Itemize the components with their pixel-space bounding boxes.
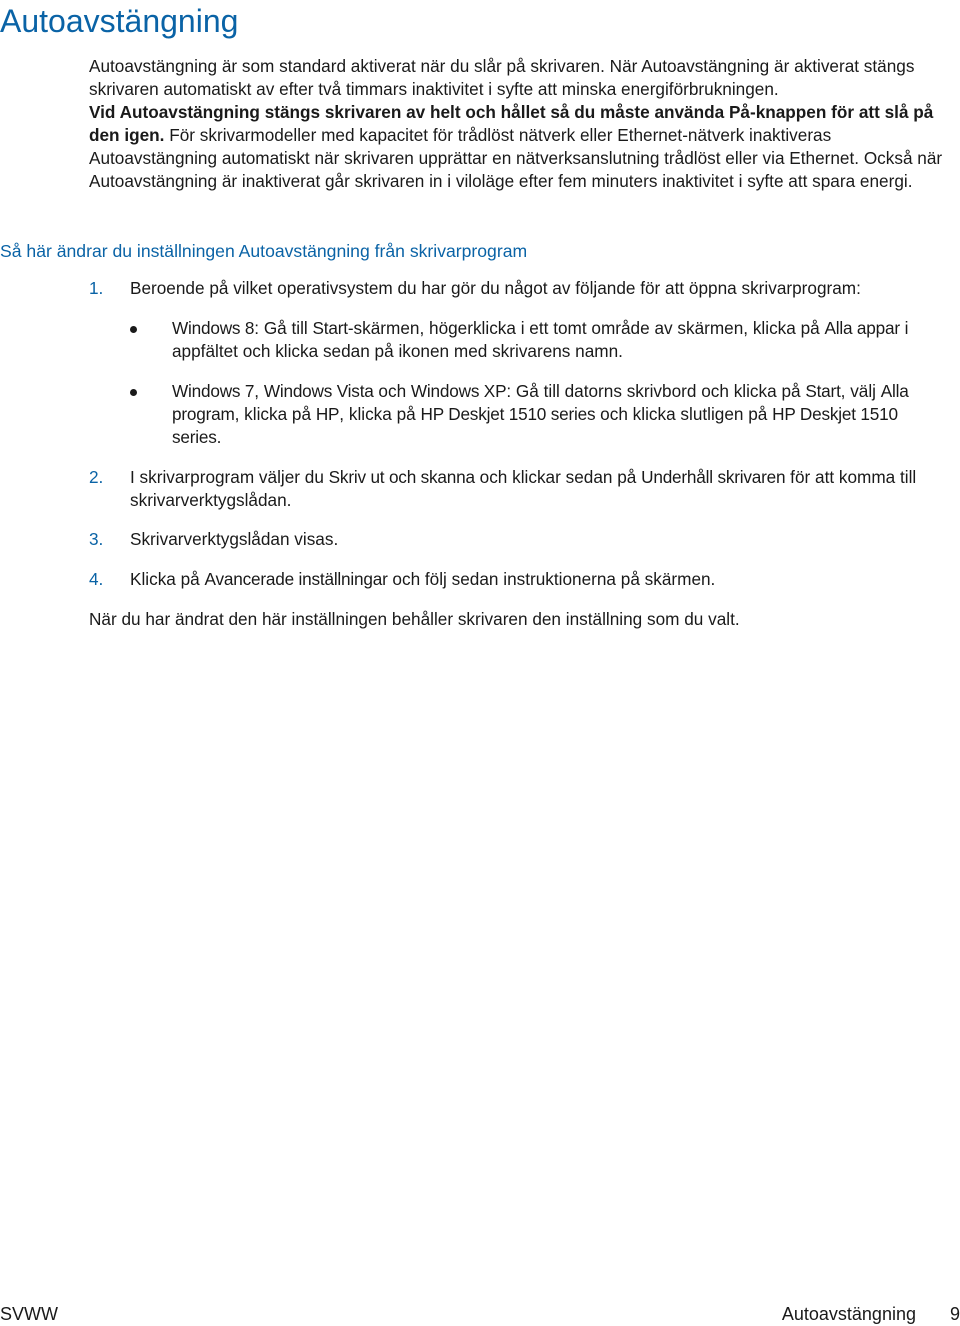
step-text: Klicka på Avancerade inställningar och följ sedan instruktionerna på skärmen. [130,569,716,589]
footer-right [782,1302,960,1326]
footer-page-number: 9 [949,1304,960,1324]
step-number: 2. [89,467,104,487]
bullet-windows-7-vista-xp [130,380,945,449]
intro-bold-note: Vid Autoavstängning stängs skrivaren av helt och hållet så du måste använda På-knappen för att slå på den igen. [89,102,934,145]
step-number: 4. [89,569,104,589]
step-3 [89,528,949,551]
step-text: I skrivarprogram väljer du Skriv ut och skanna och klickar sedan på Underhåll skrivaren för att komma till skrivarverktygslådan. [130,467,917,510]
bullet-windows-8 [130,317,945,363]
step-text: Skrivarverktygslådan visas. [130,529,339,549]
step-2 [89,466,949,512]
bullet-dot-icon [130,380,172,449]
intro-paragraph [89,55,949,193]
footer-section-name: Autoavstängning [781,1304,916,1324]
bullet-text: Windows 8: Gå till Start-skärmen, högerklicka i ett tomt område av skärmen, klicka på Alla appar i appfältet och klicka sedan på ikonen med skrivarens namn. [172,318,909,361]
step-4 [89,568,949,591]
step-number: 1. [89,278,104,298]
step-1 [89,277,949,300]
bullet-text: Windows 7, Windows Vista och Windows XP: Gå till datorns skrivbord och klicka på Start, välj Alla program, klicka på HP, klicka på HP Deskjet 1510 series och klicka slutligen på HP Deskjet 1510 series. [172,381,909,447]
page-title: Autoavstängning [0,3,239,39]
intro-text-1: Autoavstängning är som standard aktiverat när du slår på skrivaren. När Autoavstängning är aktiverat stängs skrivaren automatiskt av efter två timmars inaktivitet i syfte att minska energiförbrukningen. [89,56,915,99]
step-number: 3. [89,529,104,549]
step-text: Beroende på vilket operativsystem du har gör du något av följande för att öppna skrivarprogram: [130,278,861,298]
footer-locale-code: SVWW [0,1304,58,1324]
section-heading: Så här ändrar du inställningen Autoavstängning från skrivarprogram [0,241,528,261]
bullet-dot-icon [130,317,172,363]
closing-paragraph: När du har ändrat den här inställningen behåller skrivaren den inställning som du valt. [89,609,740,629]
intro-text-3: För skrivarmodeller med kapacitet för trådlöst nätverk eller Ethernet-nätverk inaktiveras Autoavstängning automatiskt när skrivaren upprättar en nätverksanslutning trådlöst eller via Ethernet. Också när Autoavstängning är inaktiverat går skrivaren in i viloläge efter fem minuters inaktivitet i syfte att spara energi. [89,125,943,191]
